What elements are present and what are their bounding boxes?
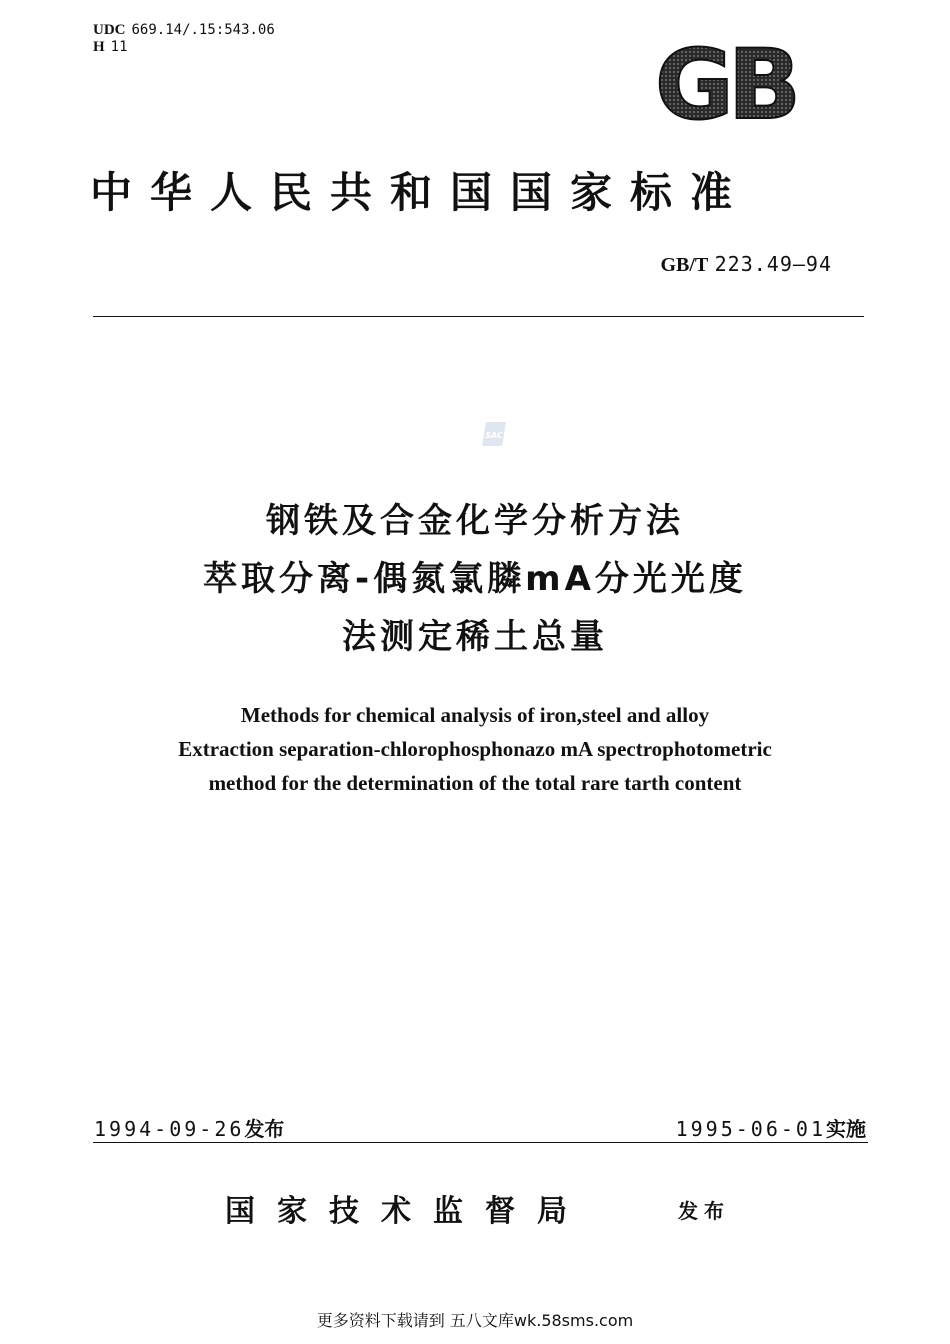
issuing-authority: 国家技术监督局 <box>225 1194 589 1229</box>
chinese-title-line: 法测定稀土总量 <box>342 617 608 657</box>
udc-code: UDC 669.14/.15:543.06 <box>93 22 275 38</box>
top-divider <box>93 316 864 317</box>
standard-number: GB/T 223.49—94 <box>660 252 832 276</box>
chinese-title-line: 萃取分离-偶氮氯膦mA分光光度 <box>203 559 747 599</box>
issue-date: 1994-09-26发布 <box>94 1117 285 1141</box>
issue-action: 发布 <box>678 1199 730 1223</box>
sac-watermark-icon <box>480 420 510 448</box>
english-title <box>0 698 950 800</box>
gb-logo <box>640 38 810 128</box>
english-title-line: Methods for chemical analysis of iron,steel and alloy <box>240 703 710 727</box>
download-footer: 更多资料下载请到 五八文库wk.58sms.com <box>316 1311 634 1330</box>
svg-text:SAC: SAC <box>485 431 503 440</box>
class-code: H 11 <box>93 39 128 55</box>
national-standard-title: 中华人民共和国国家标准 <box>90 168 751 217</box>
english-title-line: method for the determination of the total rare tarth content <box>208 771 742 795</box>
chinese-title <box>0 492 950 666</box>
gb-logo-text: GB <box>655 38 795 128</box>
classification-codes <box>93 22 275 56</box>
english-title-line: Extraction separation-chlorophosphonazo mA spectrophotometric <box>178 737 772 761</box>
chinese-title-line: 钢铁及合金化学分析方法 <box>266 501 684 541</box>
effective-date: 1995-06-01实施 <box>675 1117 866 1141</box>
bottom-divider <box>93 1142 868 1143</box>
